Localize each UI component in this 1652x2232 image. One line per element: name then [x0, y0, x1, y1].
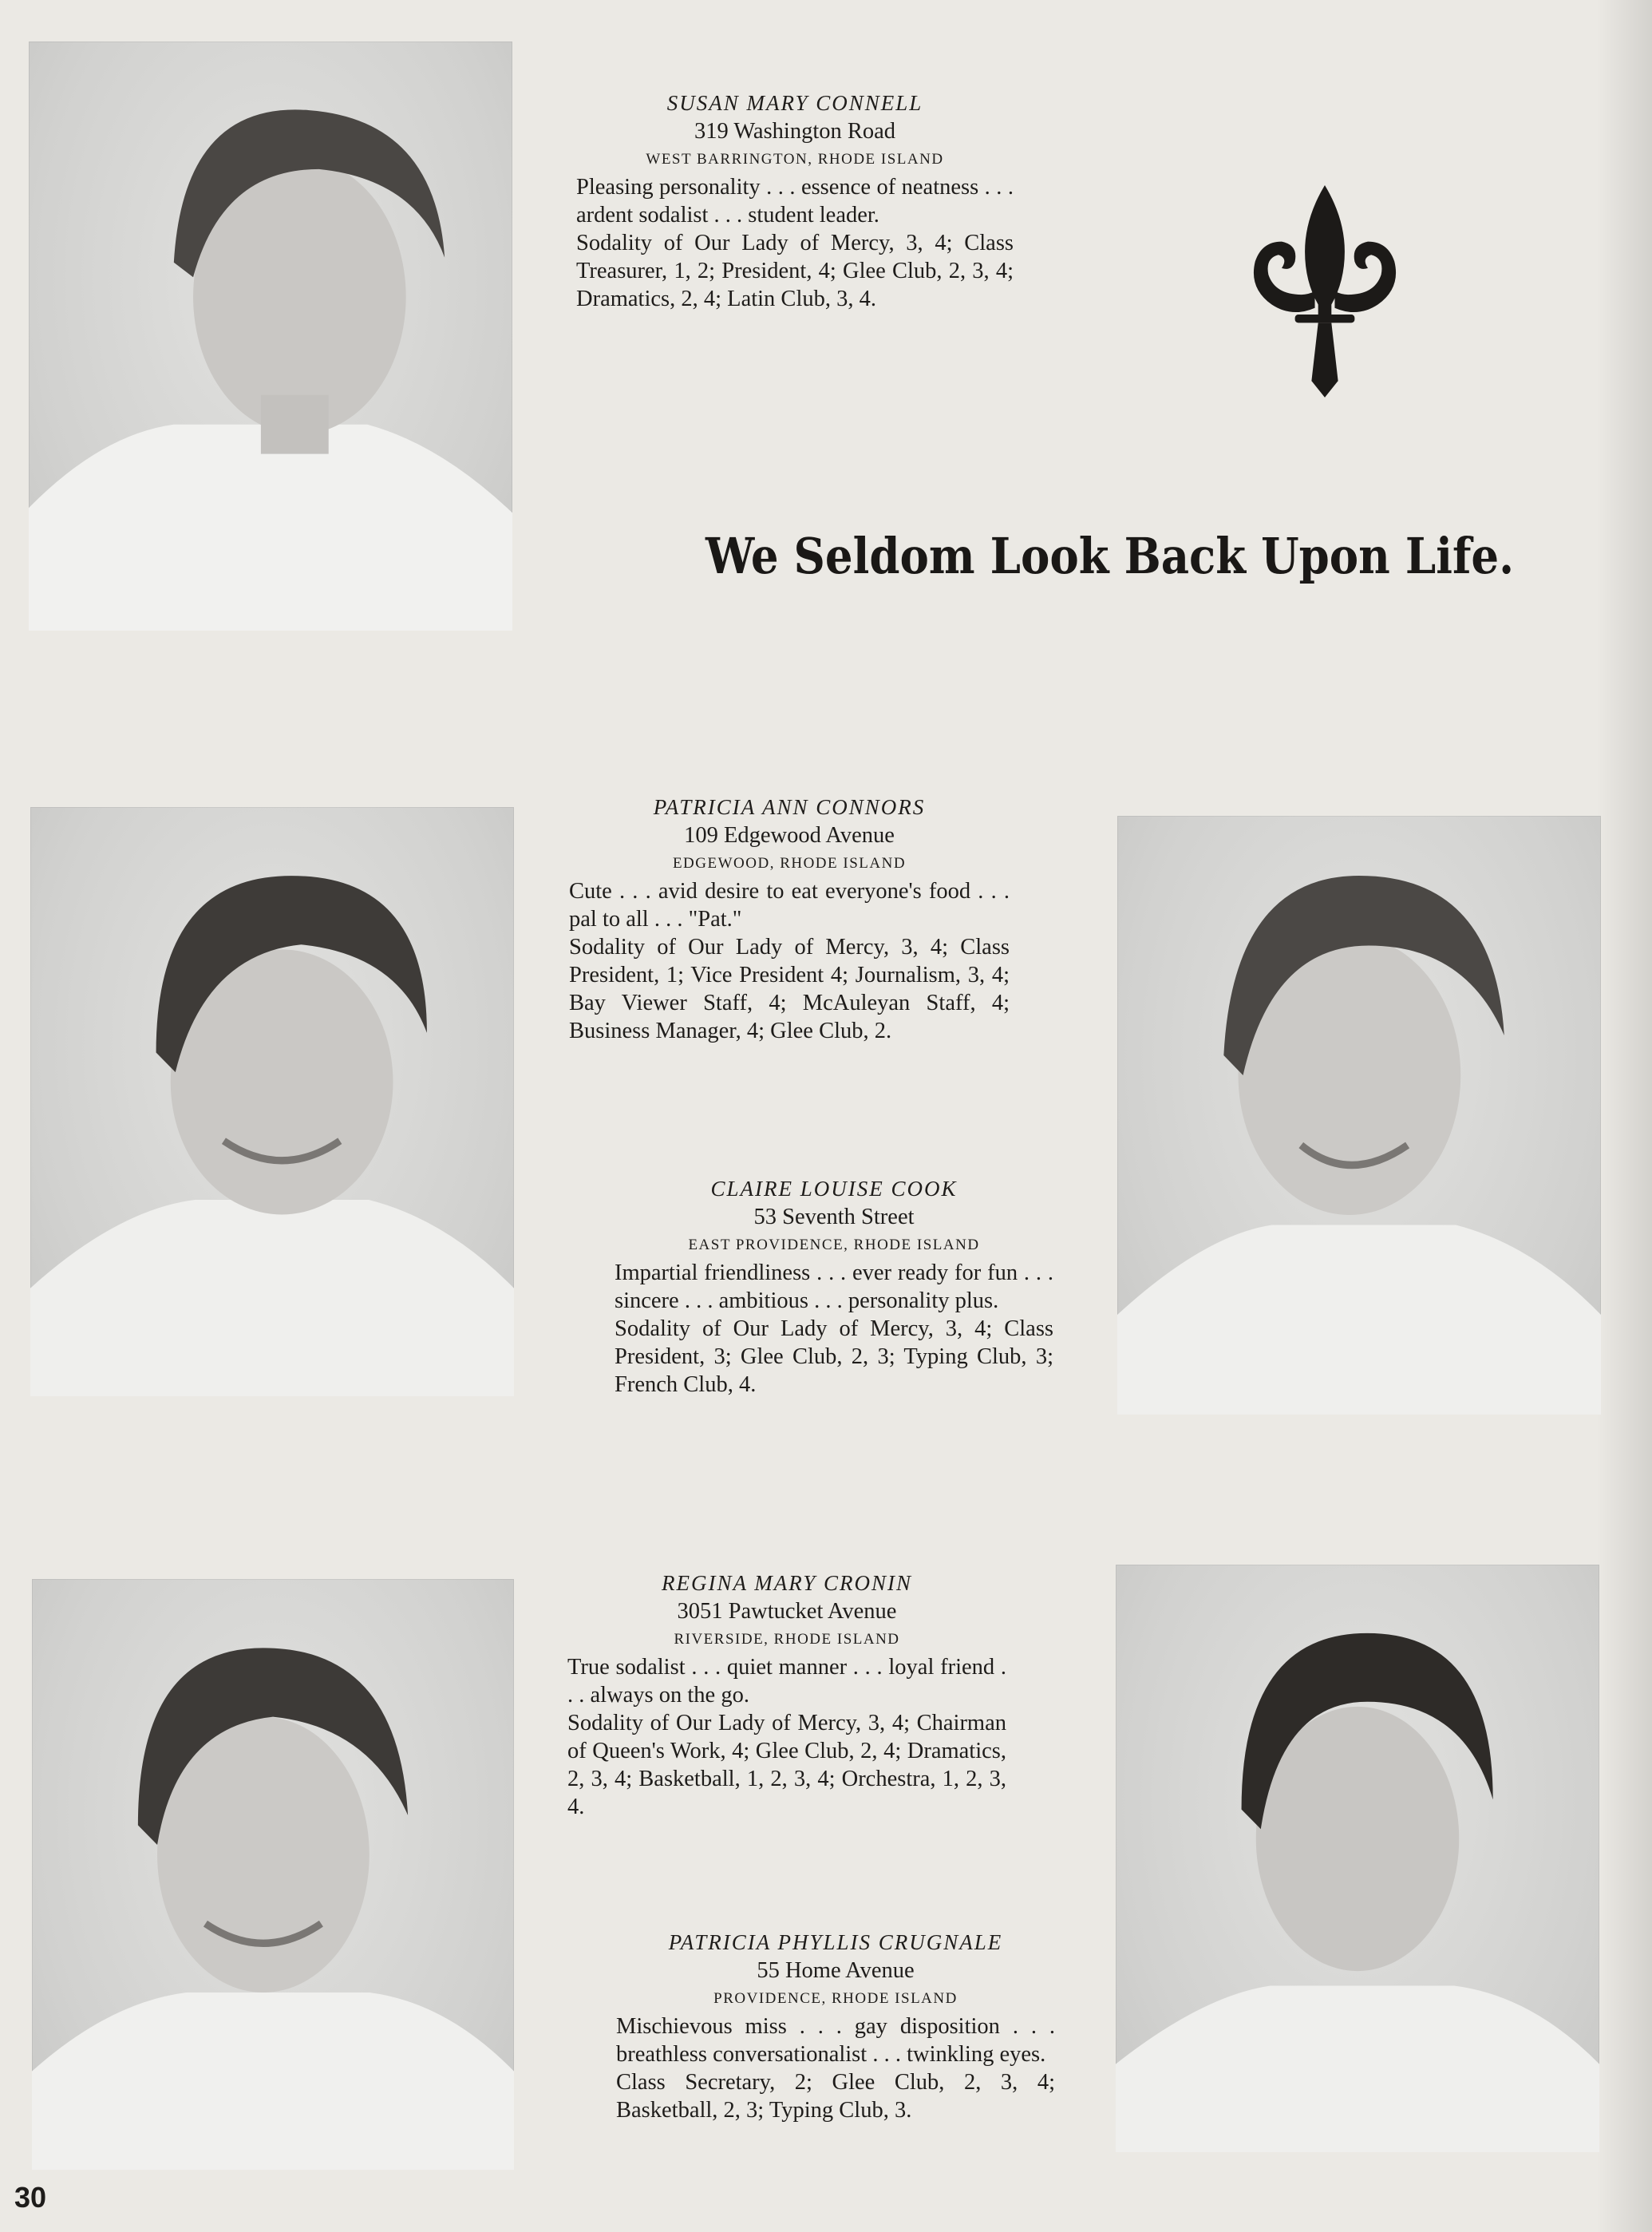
student-description: Impartial friendliness . . . ever ready for fun . . . sincere . . . ambitious . . . personality plus. — [615, 1260, 1053, 1313]
student-street: 3051 Pawtucket Avenue — [677, 1599, 897, 1624]
student-town: EDGEWOOD, RHODE ISLAND — [672, 855, 907, 872]
bio-claire-cook — [615, 1175, 1053, 1399]
bio-patricia-crugnale — [616, 1929, 1055, 2124]
portrait-susan-connell — [29, 42, 512, 631]
student-street: 109 Edgewood Avenue — [684, 823, 895, 848]
student-description: Cute . . . avid desire to eat everyone's food . . . pal to all . . . "Pat." — [569, 879, 1010, 932]
student-description: Mischievous miss . . . gay disposition . . . breathless conversationalist . . . twinkling eyes. — [616, 2014, 1055, 2067]
bio-regina-cronin — [567, 1569, 1006, 1821]
portrait-patricia-crugnale — [1116, 1565, 1599, 2152]
student-name: SUSAN MARY CONNELL — [666, 91, 923, 115]
bio-patricia-connors — [569, 793, 1010, 1045]
student-activities: Class Secretary, 2; Glee Club, 2, 3, 4; Basketball, 2, 3; Typing Club, 3. — [616, 2070, 1055, 2123]
student-activities: Sodality of Our Lady of Mercy, 3, 4; Class President, 3; Glee Club, 2, 3; Typing Club, 3; French Club, 4. — [615, 1316, 1053, 1397]
student-street: 55 Home Avenue — [757, 1958, 915, 1983]
portrait-patricia-connors — [30, 807, 514, 1396]
student-street: 53 Seventh Street — [753, 1205, 915, 1229]
student-name: CLAIRE LOUISE COOK — [710, 1177, 958, 1201]
bio-susan-connell — [576, 89, 1014, 313]
student-activities: Sodality of Our Lady of Mercy, 3, 4; Chairman of Queen's Work, 4; Glee Club, 2, 4; Dramatics, 2, 3, 4; Basketball, 1, 2, 3, 4; Orchestra, 1, 2, 3, 4. — [567, 1711, 1006, 1819]
student-name: PATRICIA ANN CONNORS — [653, 795, 926, 819]
portrait-regina-cronin — [32, 1579, 514, 2170]
student-activities: Sodality of Our Lady of Mercy, 3, 4; Class Treasurer, 1, 2; President, 4; Glee Club, 2, 3, 4; Dramatics, 2, 4; Latin Club, 3, 4. — [576, 231, 1014, 311]
student-activities: Sodality of Our Lady of Mercy, 3, 4; Class President, 1; Vice President 4; Journalism, 3, 4; Bay Viewer Staff, 4; McAuleyan Staff, 4; Business Manager, 4; Glee Club, 2. — [569, 935, 1010, 1043]
student-town: EAST PROVIDENCE, RHODE ISLAND — [688, 1237, 980, 1253]
student-name: REGINA MARY CRONIN — [661, 1571, 912, 1595]
page-number: 30 — [14, 2181, 47, 2214]
student-description: Pleasing personality . . . essence of neatness . . . ardent sodalist . . . student leader. — [576, 175, 1014, 228]
student-town: WEST BARRINGTON, RHODE ISLAND — [646, 151, 944, 168]
student-description: True sodalist . . . quiet manner . . . loyal friend . . . always on the go. — [567, 1655, 1006, 1708]
fleur-de-lis-icon — [1237, 185, 1413, 401]
page-headline: We Seldom Look Back Upon Life. — [705, 527, 1515, 585]
student-name: PATRICIA PHYLLIS CRUGNALE — [668, 1930, 1003, 1954]
student-street: 319 Washington Road — [694, 119, 896, 144]
page-edge-shadow — [1596, 0, 1652, 2232]
portrait-claire-cook — [1117, 816, 1601, 1415]
student-town: PROVIDENCE, RHODE ISLAND — [713, 1990, 958, 2007]
student-town: RIVERSIDE, RHODE ISLAND — [674, 1631, 900, 1648]
